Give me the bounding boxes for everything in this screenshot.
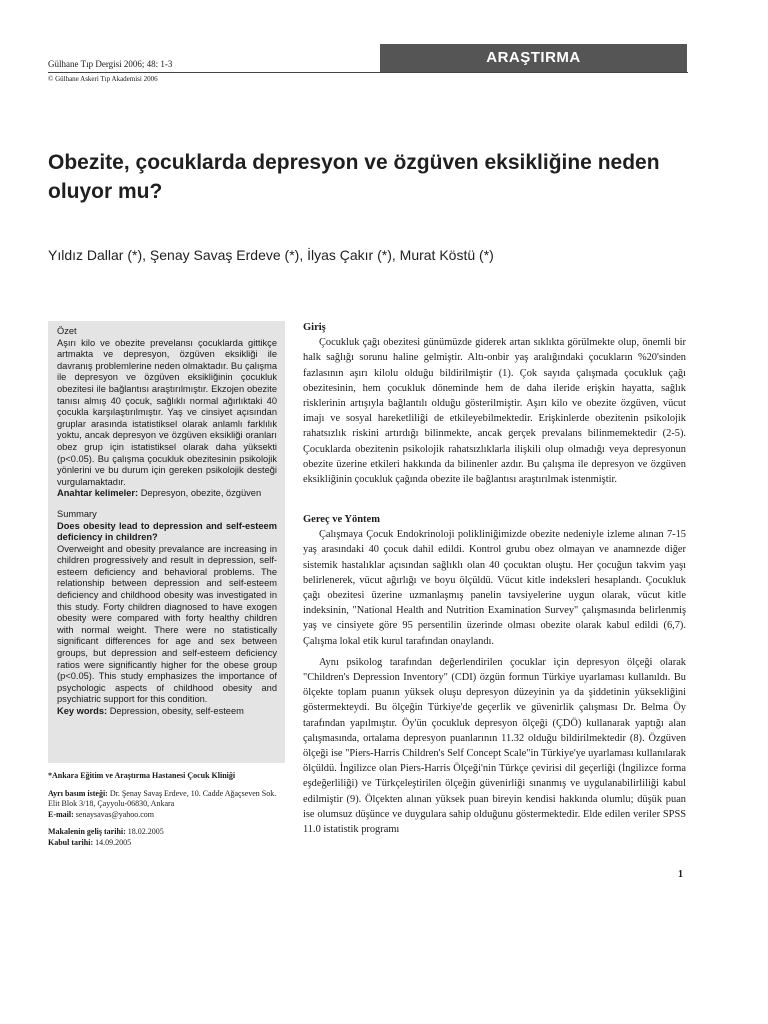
gerec-paragraph-1: Çalışmaya Çocuk Endokrinoloji polikliniğimizde obezite nedeniyle izleme alınan 7-15 yaş arasındaki 40 çocuk dahil edildi. Kontrol grubu obez olmayan ve anamnezde diğer sistemik hastalıklar açısından sağlıklı olan 40 çocuktan oluştu. Her çocuğun takvim yaşı belirlenerek, vücut ağırlığı ve boyu ölçüldü. Vücut kitle indeksleri hesaplandı. Çocukluk çağı obezitesi üzerine uzmanlaşmış panelin tavsiyelerine uygun olarak, vücut kitle indeksinin, "National Health and Nutrition Examination Survey" çalışmasında belirlenmiş yaş ve cinsiyete göre 95 persentilin üzerinde olması obezite olarak kabul edildi (6,7). Çalışma lokal etik kurul tarafından onaylandı. <box>303 529 686 647</box>
reprint-address: Dr. Şenay Savaş Erdeve, 10. Cadde Ağaçseven Sok. Elit Blok 3/18, Çayyolu-06830, Ankara <box>48 788 277 808</box>
keywords-en-value: Depression, obesity, self-esteem <box>109 706 244 716</box>
giris-section <box>303 320 686 487</box>
accepted-date: 14.09.2005 <box>95 837 132 847</box>
gerec-section <box>303 512 686 837</box>
giris-heading: Giriş <box>303 322 326 333</box>
keywords-en-label: Key words: <box>57 706 108 716</box>
giris-paragraph: Çocukluk çağı obezitesi günümüzde giderek artan sıklıkta görülmekte olup, önemli bir halk sağlığı sorunu haline gelmiştir. Altı-onbir yaş aralığındaki çocukların %20'sinden fazlasının aşırı kilolu olduğu bildirilmiştir (1). Çok sayıda çalışmada çocukluk çağı obezitesinin, hem çocukluk döneminde hem de daha ileride erişkin hayatta, sağlık risklerinin artışıyla bağlantılı olduğu gösterilmiştir. Aşırı kilo ve obezite özgüven, vücut imajı ve sosyal hareketliliği de etkileyebilmektedir. Erişkinlerde obezitenin psikolojik rahatsızlık riskini artırdığı bilinmekte, ancak gerçek prevalans bilinmemektedir (2-5). Çocuklarda obezitenin psikolojik rahatsızlıklarla ilişkili olup olmadığı veya depresyonun obezite üzerine etkileri hakkında da bilinenler azdır. Bu çalışma ile depresyon ve özgüven eksikliğinin çocukluk çağında obezite ile bağlantısı araştırılmak istenmiştir. <box>303 337 686 486</box>
email-value: senaysavas@yahoo.com <box>75 809 155 819</box>
affiliation-block <box>48 771 285 848</box>
accepted-line <box>48 838 285 849</box>
summary-title: Does obesity lead to depression and self-esteem deficiency in children? <box>57 520 277 543</box>
summary-heading: Summary <box>57 508 97 519</box>
gerec-heading: Gereç ve Yöntem <box>303 514 380 525</box>
reprint-label: Ayrı basım isteği: <box>48 788 108 798</box>
email-label: E-mail: <box>48 809 74 819</box>
ozet-text: Aşırı kilo ve obezite prevelansı çocuklarda gittikçe artmakta ve depresyon, özgüven eksikliği ile davranış problemlerine neden olmaktadır. Bu çalışma ile depresyon ve özgüven eksikliğinin çocukluk obezitesi ile bağlantısı araştırılmıştır. Ekzojen obezite tanısı almış 40 çocuk, sağlıklı normal ağırlıktaki 40 çocukla karşılaştırılmıştır. Yaş ve cinsiyet açısından gruplar arasında istatistiksel olarak anlamlı farklılık yoktu, ancak depresyon ve özgüven eksikliği oranları obez grup için istatistiksel olarak daha yüksekti (p<0.05). Bu çalışma çocukluk obezitesinin psikolojik yönlerini ve bu durum için gereken psikolojik desteği vurgulamaktadır. <box>57 337 277 487</box>
received-label: Makalenin geliş tarihi: <box>48 827 126 836</box>
journal-citation: Gülhane Tıp Dergisi 2006; 48: 1-3 <box>48 59 173 69</box>
abstract-content <box>57 326 277 718</box>
keywords-label: Anahtar kelimeler: <box>57 488 139 499</box>
keywords-value: Depresyon, obezite, özgüven <box>140 488 262 499</box>
copyright-line: © Gülhane Askeri Tıp Akademisi 2006 <box>48 75 158 83</box>
accepted-label: Kabul tarihi: <box>48 837 94 847</box>
gerec-paragraph-2: Aynı psikolog tarafından değerlendirilen çocuklar için depresyon ölçeği olarak "Children's Depression Inventory" (CDI) özgün formun Türkiye uyarlaması kullanıldı. Bu ölçekte toplam puanın yüksek oluşu depresyon düzeyinin ya da şiddetinin yüksekliğini göstermekteydi. Bu ölçeğin Türkiye'de geçerlik ve güvenirlik çalışması Dr. Belma Öy tarafından yapılmıştır. Öy'ün çocukluk depresyon ölçeği (ÇDÖ) kullanarak yaptığı alan çalışmasında, ortalama depresyon puanlarının 11.32 olduğu bildirilmektedir (8). Özgüven ölçeği ise "Piers-Harris Children's Self Concept Scale"in Türkiye'ye uyarlaması kullanılarak ölçüldü. İngilizce olan Piers-Harris Ölçeği'nin Türkçe çevirisi dil geçerliği (İngilizce forma eşdeğerliliği) ve Türkçeleştirilen ölçeğin güvenirliği sınanmış ve uygulanabilirliliği kabul edilmiştir (9). Ölçekten alınan yüksek puan bireyin kendisi hakkında olumlu; düşük puan ise olumsuz düşünce ve duygulara sahip olduğunu göstermektedir. Elde edilen veriler SPSS 11.0 istatistik programı <box>303 656 686 836</box>
header-rule <box>48 72 688 73</box>
page-number: 1 <box>678 869 683 880</box>
article-title: Obezite, çocuklarda depresyon ve özgüven eksikliğine neden oluyor mu? <box>48 151 660 203</box>
keywords-line <box>57 488 277 500</box>
email-line <box>48 810 285 821</box>
reprint-request <box>48 789 285 810</box>
ozet-heading: Özet <box>57 326 77 336</box>
institution: *Ankara Eğitim ve Araştırma Hastanesi Çocuk Kliniği <box>48 771 236 780</box>
received-line <box>48 827 285 838</box>
author-list: Yıldız Dallar (*), Şenay Savaş Erdeve (*), İlyas Çakır (*), Murat Köstü (*) <box>48 247 494 263</box>
section-badge: ARAŞTIRMA <box>380 44 687 72</box>
summary-text: Overweight and obesity prevalance are increasing in children progressively and result in depression, self-esteem deficiency and behavioral problems. The relationship between depression and self-esteem deficiency and childhood obesity was investigated in this study. Forty children diagnosed to have exogen obesity were compared with forty healthy children with normal weight. There were no statistically significant differences for age and sex between groups, but depression and self-esteem deficiency ratios were significantly higher for the obese group (p<0.05). This study emphasizes the importance of psychologic aspects of childhood obesity and psychiatric support for this condition. <box>57 543 277 705</box>
received-date: 18.02.2005 <box>127 827 164 836</box>
keywords-en-line <box>57 706 277 718</box>
